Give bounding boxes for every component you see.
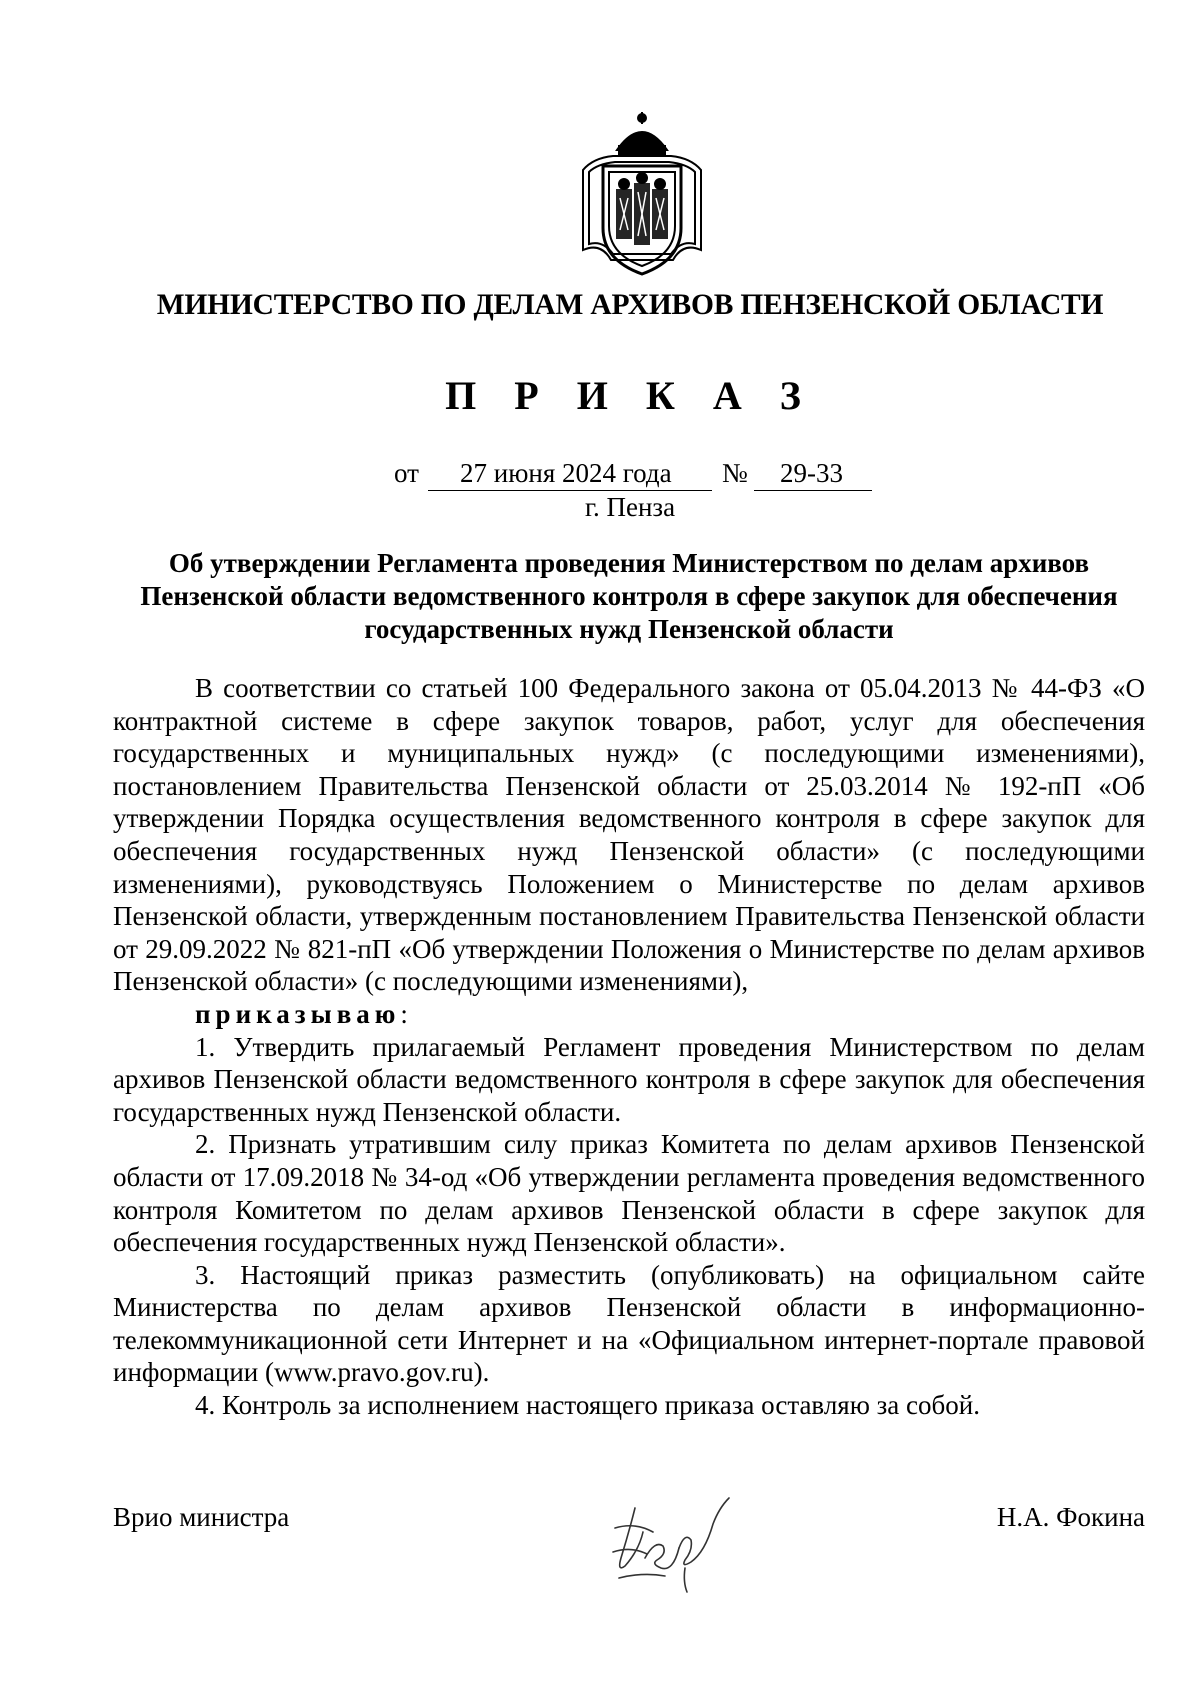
handwritten-signature-icon xyxy=(595,1488,745,1598)
order-item-4: 4. Контроль за исполнением настоящего приказа оставляю за собой. xyxy=(195,1390,980,1421)
date-underline xyxy=(428,490,712,491)
order-subject xyxy=(118,547,1140,646)
order-date: 27 июня 2024 года xyxy=(460,458,672,488)
subject-line: Пензенской области ведомственного контроля в сфере закупок для обеспечения xyxy=(140,581,1118,611)
document-title: П Р И К А З xyxy=(445,373,815,418)
number-underline xyxy=(754,490,872,491)
order-item-2: 2. Признать утратившим силу приказ Комитета по делам архивов Пензенской области от 17.09.2018 № 34-од «Об утверждении регламента проведения ведомственного контроля Комитетом по делам архивов Пензенской области в сфере закупок для обеспечения государственных нужд Пензенской области». xyxy=(113,1129,1145,1258)
order-body xyxy=(113,672,1145,1422)
ministry-name: МИНИСТЕРСТВО ПО ДЕЛАМ АРХИВОВ ПЕНЗЕНСКОЙ ОБЛАСТИ xyxy=(156,289,1104,321)
signatory-role: Врио министра xyxy=(113,1502,290,1532)
order-item-3: 3. Настоящий приказ разместить (опубликовать) на официальном сайте Министерства по делам архивов Пензенской области в информационно-телекоммуникационной сети Интернет и на «Официальном интернет-портале правовой информации (www.pravo.gov.ru). xyxy=(113,1259,1145,1388)
preamble-paragraph: В соответствии со статьей 100 Федерального закона от 05.04.2013 № 44-ФЗ «О контрактной системе в сфере закупок товаров, работ, услуг для обеспечения государственных и муниципальных нужд» (с последующими изменениями), постановлением Правительства Пензенской области от 25.03.2014 № 192-пП «Об утверждении Порядка осуществления ведомственного контроля в сфере закупок для обеспечения государственных нужд Пензенской области» (с последующими изменениями), руководствуясь Положением о Министерстве по делам архивов Пензенской области, утвержденным постановлением Правительства Пензенской области от 29.09.2022 № 821-пП «Об утверждении Положения о Министерстве по делам архивов Пензенской области» (с последующими изменениями), xyxy=(113,673,1145,997)
city-name: г. Пенза xyxy=(584,492,676,522)
number-label: № xyxy=(722,458,748,488)
order-directive-word: приказываю xyxy=(195,998,401,1029)
order-directive xyxy=(113,998,1145,1031)
subject-line: Об утверждении Регламента проведения Министерством по делам архивов xyxy=(168,548,1090,578)
penza-coat-of-arms-icon xyxy=(573,110,711,280)
from-label: от xyxy=(394,458,419,488)
subject-line: государственных нужд Пензенской области xyxy=(364,614,894,644)
date-number-line xyxy=(0,458,1200,494)
order-item-1: 1. Утвердить прилагаемый Регламент проведения Министерством по делам архивов Пензенской области ведомственного контроля в сфере закупок для обеспечения государственных нужд Пензенской области. xyxy=(113,1031,1145,1127)
order-number: 29-33 xyxy=(780,458,843,488)
order-directive-colon: : xyxy=(400,998,408,1029)
signatory-name: Н.А. Фокина xyxy=(996,1502,1145,1532)
